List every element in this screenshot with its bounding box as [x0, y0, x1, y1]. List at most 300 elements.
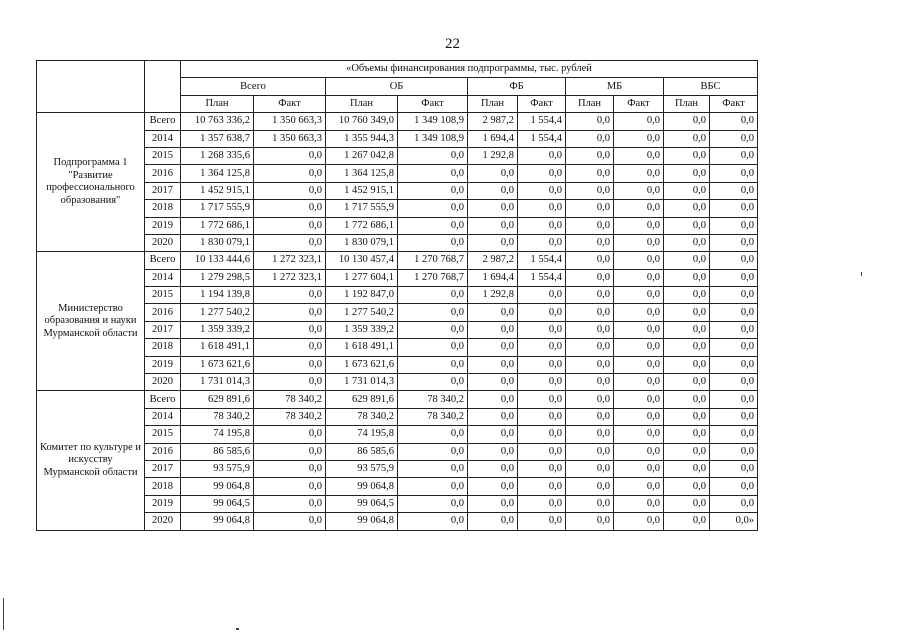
- value-cell: 1 272 323,1: [254, 252, 326, 269]
- value-cell: 0,0: [518, 304, 566, 321]
- value-cell: 629 891,6: [326, 391, 398, 408]
- fact-header: Факт: [398, 95, 468, 112]
- table-row: [37, 287, 758, 304]
- value-cell: 0,0: [664, 269, 710, 286]
- value-cell: 0,0: [468, 478, 518, 495]
- year-cell: 2018: [145, 478, 181, 495]
- value-cell: 0,0: [614, 113, 664, 130]
- year-cell: 2019: [145, 356, 181, 373]
- value-cell: 0,0: [614, 495, 664, 512]
- value-cell: 0,0: [614, 217, 664, 234]
- fact-header: Факт: [710, 95, 758, 112]
- value-cell: 0,0: [664, 130, 710, 147]
- year-cell: Всего: [145, 391, 181, 408]
- value-cell: 1 357 638,7: [181, 130, 254, 147]
- table-row: [37, 147, 758, 164]
- table-row: [37, 304, 758, 321]
- plan-header: План: [664, 95, 710, 112]
- page-number: 22: [445, 36, 460, 52]
- value-cell: 0,0: [664, 443, 710, 460]
- value-cell: 0,0: [398, 443, 468, 460]
- table-row: [37, 356, 758, 373]
- table-row: [37, 443, 758, 460]
- value-cell: 1 717 555,9: [181, 200, 254, 217]
- financing-table: [36, 60, 758, 531]
- value-cell: 0,0: [614, 252, 664, 269]
- year-cell: 2016: [145, 443, 181, 460]
- value-cell: 0,0: [710, 426, 758, 443]
- value-cell: 74 195,8: [181, 426, 254, 443]
- year-cell: 2019: [145, 495, 181, 512]
- table-row: [37, 426, 758, 443]
- year-cell: 2017: [145, 460, 181, 477]
- value-cell: 0,0: [664, 478, 710, 495]
- value-cell: 0,0: [614, 443, 664, 460]
- year-cell: 2015: [145, 147, 181, 164]
- value-cell: 0,0: [398, 304, 468, 321]
- value-cell: 0,0: [710, 304, 758, 321]
- plan-header: План: [468, 95, 518, 112]
- value-cell: 99 064,8: [181, 478, 254, 495]
- value-cell: 0,0: [254, 374, 326, 391]
- value-cell: 0,0: [566, 165, 614, 182]
- source-header: МБ: [566, 78, 664, 95]
- value-cell: 78 340,2: [181, 408, 254, 425]
- value-cell: 78 340,2: [398, 391, 468, 408]
- value-cell: 0,0: [398, 460, 468, 477]
- value-cell: 0,0: [566, 147, 614, 164]
- value-cell: 1 452 915,1: [326, 182, 398, 199]
- value-cell: 0,0: [614, 130, 664, 147]
- group-name: Подпрограмма 1 "Развитие профессионального образования": [37, 113, 145, 252]
- plan-header: План: [326, 95, 398, 112]
- value-cell: 0,0: [664, 234, 710, 251]
- value-cell: 0,0: [468, 339, 518, 356]
- value-cell: 0,0: [664, 391, 710, 408]
- value-cell: 0,0: [710, 391, 758, 408]
- value-cell: 0,0: [398, 513, 468, 530]
- value-cell: 99 064,8: [326, 513, 398, 530]
- source-header: ФБ: [468, 78, 566, 95]
- group-name: Комитет по культуре и искусству Мурманской области: [37, 391, 145, 530]
- value-cell: 0,0: [710, 495, 758, 512]
- value-cell: 0,0: [398, 495, 468, 512]
- value-cell: 0,0: [468, 356, 518, 373]
- value-cell: 0,0: [518, 234, 566, 251]
- value-cell: 0,0: [518, 408, 566, 425]
- year-cell: 2014: [145, 408, 181, 425]
- value-cell: 1 772 686,1: [181, 217, 254, 234]
- value-cell: 0,0: [710, 234, 758, 251]
- value-cell: 0,0: [614, 147, 664, 164]
- value-cell: 0,0: [398, 234, 468, 251]
- value-cell: 0,0: [518, 182, 566, 199]
- value-cell: 0,0: [254, 356, 326, 373]
- value-cell: 0,0: [710, 113, 758, 130]
- value-cell: 0,0: [614, 321, 664, 338]
- value-cell: 1 272 323,1: [254, 269, 326, 286]
- value-cell: 0,0: [614, 200, 664, 217]
- table-row: [37, 130, 758, 147]
- value-cell: 1 554,4: [518, 113, 566, 130]
- table-row: [37, 200, 758, 217]
- value-cell: 10 133 444,6: [181, 252, 254, 269]
- value-cell: 0,0: [518, 321, 566, 338]
- table-row: [37, 113, 758, 130]
- year-cell: Всего: [145, 113, 181, 130]
- value-cell: 0,0: [566, 478, 614, 495]
- value-cell: 0,0: [566, 443, 614, 460]
- value-cell: 86 585,6: [326, 443, 398, 460]
- value-cell: 0,0: [468, 460, 518, 477]
- value-cell: 99 064,5: [326, 495, 398, 512]
- year-cell: 2016: [145, 304, 181, 321]
- value-cell: 78 340,2: [398, 408, 468, 425]
- value-cell: 0,0: [518, 356, 566, 373]
- year-cell: 2018: [145, 200, 181, 217]
- table-row: [37, 252, 758, 269]
- value-cell: 1 618 491,1: [181, 339, 254, 356]
- value-cell: 0,0: [664, 200, 710, 217]
- value-cell: 0,0: [710, 200, 758, 217]
- value-cell: 0,0: [566, 408, 614, 425]
- value-cell: 0,0: [566, 200, 614, 217]
- value-cell: 0,0: [710, 217, 758, 234]
- value-cell: 0,0: [254, 460, 326, 477]
- value-cell: 1 359 339,2: [326, 321, 398, 338]
- table-row: [37, 513, 758, 530]
- value-cell: 2 987,2: [468, 113, 518, 130]
- value-cell: 0,0: [566, 287, 614, 304]
- value-cell: 0,0: [518, 460, 566, 477]
- value-cell: 0,0: [518, 217, 566, 234]
- year-cell: 2014: [145, 130, 181, 147]
- value-cell: 1 194 139,8: [181, 287, 254, 304]
- fact-header: Факт: [614, 95, 664, 112]
- value-cell: 0,0: [398, 217, 468, 234]
- table-body: [37, 113, 758, 530]
- value-cell: 0,0»: [710, 513, 758, 530]
- value-cell: 629 891,6: [181, 391, 254, 408]
- value-cell: 1 772 686,1: [326, 217, 398, 234]
- value-cell: 0,0: [254, 165, 326, 182]
- value-cell: 1 694,4: [468, 269, 518, 286]
- value-cell: 0,0: [254, 217, 326, 234]
- value-cell: 1 279 298,5: [181, 269, 254, 286]
- value-cell: 0,0: [468, 513, 518, 530]
- value-cell: 1 673 621,6: [326, 356, 398, 373]
- value-cell: 0,0: [566, 269, 614, 286]
- value-cell: 86 585,6: [181, 443, 254, 460]
- table-row: [37, 217, 758, 234]
- value-cell: 0,0: [566, 130, 614, 147]
- value-cell: 0,0: [664, 426, 710, 443]
- year-cell: 2017: [145, 321, 181, 338]
- scan-mark: [3, 598, 4, 630]
- table-row: [37, 408, 758, 425]
- value-cell: 0,0: [614, 234, 664, 251]
- value-cell: 0,0: [710, 130, 758, 147]
- value-cell: 1 270 768,7: [398, 269, 468, 286]
- value-cell: 0,0: [664, 321, 710, 338]
- year-cell: 2016: [145, 165, 181, 182]
- value-cell: 0,0: [710, 443, 758, 460]
- value-cell: 10 763 336,2: [181, 113, 254, 130]
- value-cell: 0,0: [566, 217, 614, 234]
- year-cell: 2015: [145, 426, 181, 443]
- value-cell: 0,0: [468, 217, 518, 234]
- value-cell: 1 364 125,8: [181, 165, 254, 182]
- value-cell: 0,0: [254, 478, 326, 495]
- value-cell: 0,0: [398, 147, 468, 164]
- value-cell: 0,0: [710, 147, 758, 164]
- value-cell: 1 452 915,1: [181, 182, 254, 199]
- value-cell: 0,0: [398, 287, 468, 304]
- value-cell: 0,0: [468, 495, 518, 512]
- year-cell: 2014: [145, 269, 181, 286]
- value-cell: 0,0: [398, 321, 468, 338]
- value-cell: 0,0: [566, 513, 614, 530]
- value-cell: 1 554,4: [518, 269, 566, 286]
- year-cell: Всего: [145, 252, 181, 269]
- value-cell: 0,0: [518, 165, 566, 182]
- value-cell: 1 292,8: [468, 287, 518, 304]
- value-cell: 0,0: [566, 374, 614, 391]
- value-cell: 0,0: [468, 443, 518, 460]
- value-cell: 93 575,9: [181, 460, 254, 477]
- table-row: [37, 182, 758, 199]
- year-cell: 2015: [145, 287, 181, 304]
- fact-header: Факт: [254, 95, 326, 112]
- value-cell: 1 292,8: [468, 147, 518, 164]
- value-cell: 0,0: [566, 234, 614, 251]
- value-cell: 0,0: [614, 356, 664, 373]
- value-cell: 1 731 014,3: [326, 374, 398, 391]
- source-header: ВБС: [664, 78, 758, 95]
- header-blank-year: [145, 61, 181, 113]
- value-cell: 0,0: [468, 374, 518, 391]
- value-cell: 0,0: [710, 339, 758, 356]
- value-cell: 0,0: [518, 443, 566, 460]
- value-cell: 0,0: [664, 113, 710, 130]
- value-cell: 1 830 079,1: [181, 234, 254, 251]
- value-cell: 2 987,2: [468, 252, 518, 269]
- value-cell: 0,0: [614, 304, 664, 321]
- value-cell: 0,0: [614, 374, 664, 391]
- table-row: [37, 478, 758, 495]
- value-cell: 0,0: [566, 321, 614, 338]
- value-cell: 0,0: [566, 460, 614, 477]
- value-cell: 0,0: [664, 408, 710, 425]
- value-cell: 0,0: [614, 460, 664, 477]
- value-cell: 0,0: [566, 356, 614, 373]
- table-row: [37, 339, 758, 356]
- value-cell: 0,0: [468, 182, 518, 199]
- table-title-row: [37, 61, 758, 78]
- plan-header: План: [566, 95, 614, 112]
- value-cell: 74 195,8: [326, 426, 398, 443]
- value-cell: 1 277 540,2: [181, 304, 254, 321]
- source-header: Всего: [181, 78, 326, 95]
- value-cell: 0,0: [468, 426, 518, 443]
- value-cell: 1 349 108,9: [398, 130, 468, 147]
- value-cell: 0,0: [518, 495, 566, 512]
- table-row: [37, 234, 758, 251]
- value-cell: 0,0: [254, 234, 326, 251]
- value-cell: 0,0: [518, 374, 566, 391]
- value-cell: 1 673 621,6: [181, 356, 254, 373]
- value-cell: 1 618 491,1: [326, 339, 398, 356]
- value-cell: 0,0: [614, 182, 664, 199]
- value-cell: 0,0: [398, 374, 468, 391]
- value-cell: 1 554,4: [518, 130, 566, 147]
- table-row: [37, 321, 758, 338]
- value-cell: 0,0: [710, 408, 758, 425]
- year-cell: 2020: [145, 234, 181, 251]
- value-cell: 78 340,2: [254, 408, 326, 425]
- value-cell: 0,0: [710, 269, 758, 286]
- value-cell: 0,0: [664, 165, 710, 182]
- value-cell: 1 267 042,8: [326, 147, 398, 164]
- value-cell: 0,0: [518, 339, 566, 356]
- value-cell: 0,0: [518, 426, 566, 443]
- scan-mark: [236, 628, 239, 630]
- value-cell: 0,0: [664, 217, 710, 234]
- table-row: [37, 269, 758, 286]
- value-cell: 1 694,4: [468, 130, 518, 147]
- value-cell: 0,0: [710, 478, 758, 495]
- value-cell: 0,0: [398, 426, 468, 443]
- value-cell: 1 717 555,9: [326, 200, 398, 217]
- value-cell: 0,0: [518, 391, 566, 408]
- value-cell: 1 359 339,2: [181, 321, 254, 338]
- value-cell: 78 340,2: [254, 391, 326, 408]
- value-cell: 0,0: [614, 287, 664, 304]
- year-cell: 2019: [145, 217, 181, 234]
- value-cell: 0,0: [566, 252, 614, 269]
- value-cell: 0,0: [468, 321, 518, 338]
- value-cell: 0,0: [254, 182, 326, 199]
- value-cell: 0,0: [710, 287, 758, 304]
- value-cell: 0,0: [518, 287, 566, 304]
- value-cell: 0,0: [398, 339, 468, 356]
- value-cell: 0,0: [398, 478, 468, 495]
- value-cell: 0,0: [566, 495, 614, 512]
- value-cell: 1 270 768,7: [398, 252, 468, 269]
- value-cell: 0,0: [468, 234, 518, 251]
- value-cell: 1 830 079,1: [326, 234, 398, 251]
- value-cell: 0,0: [254, 443, 326, 460]
- value-cell: 0,0: [254, 339, 326, 356]
- value-cell: 0,0: [518, 147, 566, 164]
- value-cell: 1 350 663,3: [254, 113, 326, 130]
- value-cell: 0,0: [664, 460, 710, 477]
- value-cell: 1 192 847,0: [326, 287, 398, 304]
- value-cell: 93 575,9: [326, 460, 398, 477]
- value-cell: 0,0: [566, 391, 614, 408]
- table-title: «Объемы финансирования подпрограммы, тыс. рублей: [181, 61, 758, 78]
- value-cell: 1 731 014,3: [181, 374, 254, 391]
- value-cell: 0,0: [614, 165, 664, 182]
- header-blank-name: [37, 61, 145, 113]
- table-row: [37, 495, 758, 512]
- value-cell: 0,0: [614, 269, 664, 286]
- value-cell: 0,0: [398, 356, 468, 373]
- year-cell: 2020: [145, 374, 181, 391]
- value-cell: 0,0: [664, 339, 710, 356]
- value-cell: 1 364 125,8: [326, 165, 398, 182]
- value-cell: 0,0: [468, 165, 518, 182]
- value-cell: 0,0: [614, 408, 664, 425]
- value-cell: 0,0: [710, 252, 758, 269]
- value-cell: 0,0: [254, 426, 326, 443]
- value-cell: 10 130 457,4: [326, 252, 398, 269]
- year-cell: 2017: [145, 182, 181, 199]
- value-cell: 0,0: [566, 113, 614, 130]
- value-cell: 1 350 663,3: [254, 130, 326, 147]
- value-cell: 10 760 349,0: [326, 113, 398, 130]
- scan-mark: [861, 272, 862, 276]
- value-cell: 0,0: [398, 200, 468, 217]
- value-cell: 0,0: [710, 321, 758, 338]
- value-cell: 0,0: [664, 182, 710, 199]
- year-cell: 2020: [145, 513, 181, 530]
- fact-header: Факт: [518, 95, 566, 112]
- value-cell: 0,0: [710, 374, 758, 391]
- value-cell: 0,0: [664, 252, 710, 269]
- group-name: Министерство образования и науки Мурманской области: [37, 252, 145, 391]
- value-cell: 0,0: [614, 339, 664, 356]
- value-cell: 0,0: [710, 165, 758, 182]
- source-header: ОБ: [326, 78, 468, 95]
- value-cell: 0,0: [254, 147, 326, 164]
- value-cell: 0,0: [614, 426, 664, 443]
- value-cell: 1 349 108,9: [398, 113, 468, 130]
- value-cell: 99 064,5: [181, 495, 254, 512]
- value-cell: 99 064,8: [181, 513, 254, 530]
- value-cell: 0,0: [468, 408, 518, 425]
- value-cell: 0,0: [518, 478, 566, 495]
- value-cell: 0,0: [710, 460, 758, 477]
- value-cell: 0,0: [664, 287, 710, 304]
- table-row: [37, 374, 758, 391]
- table-row: [37, 391, 758, 408]
- value-cell: 0,0: [664, 304, 710, 321]
- value-cell: 0,0: [254, 513, 326, 530]
- value-cell: 0,0: [518, 200, 566, 217]
- value-cell: 0,0: [566, 339, 614, 356]
- value-cell: 0,0: [664, 356, 710, 373]
- value-cell: 0,0: [254, 200, 326, 217]
- value-cell: 0,0: [664, 147, 710, 164]
- value-cell: 0,0: [398, 182, 468, 199]
- value-cell: 0,0: [614, 513, 664, 530]
- value-cell: 0,0: [254, 321, 326, 338]
- table-row: [37, 165, 758, 182]
- plan-header: План: [181, 95, 254, 112]
- value-cell: 0,0: [254, 287, 326, 304]
- value-cell: 0,0: [664, 495, 710, 512]
- value-cell: 0,0: [566, 304, 614, 321]
- value-cell: 78 340,2: [326, 408, 398, 425]
- value-cell: 0,0: [710, 356, 758, 373]
- value-cell: 0,0: [398, 165, 468, 182]
- value-cell: 1 355 944,3: [326, 130, 398, 147]
- value-cell: 0,0: [468, 200, 518, 217]
- table-row: [37, 460, 758, 477]
- value-cell: 1 268 335,6: [181, 147, 254, 164]
- value-cell: 0,0: [710, 182, 758, 199]
